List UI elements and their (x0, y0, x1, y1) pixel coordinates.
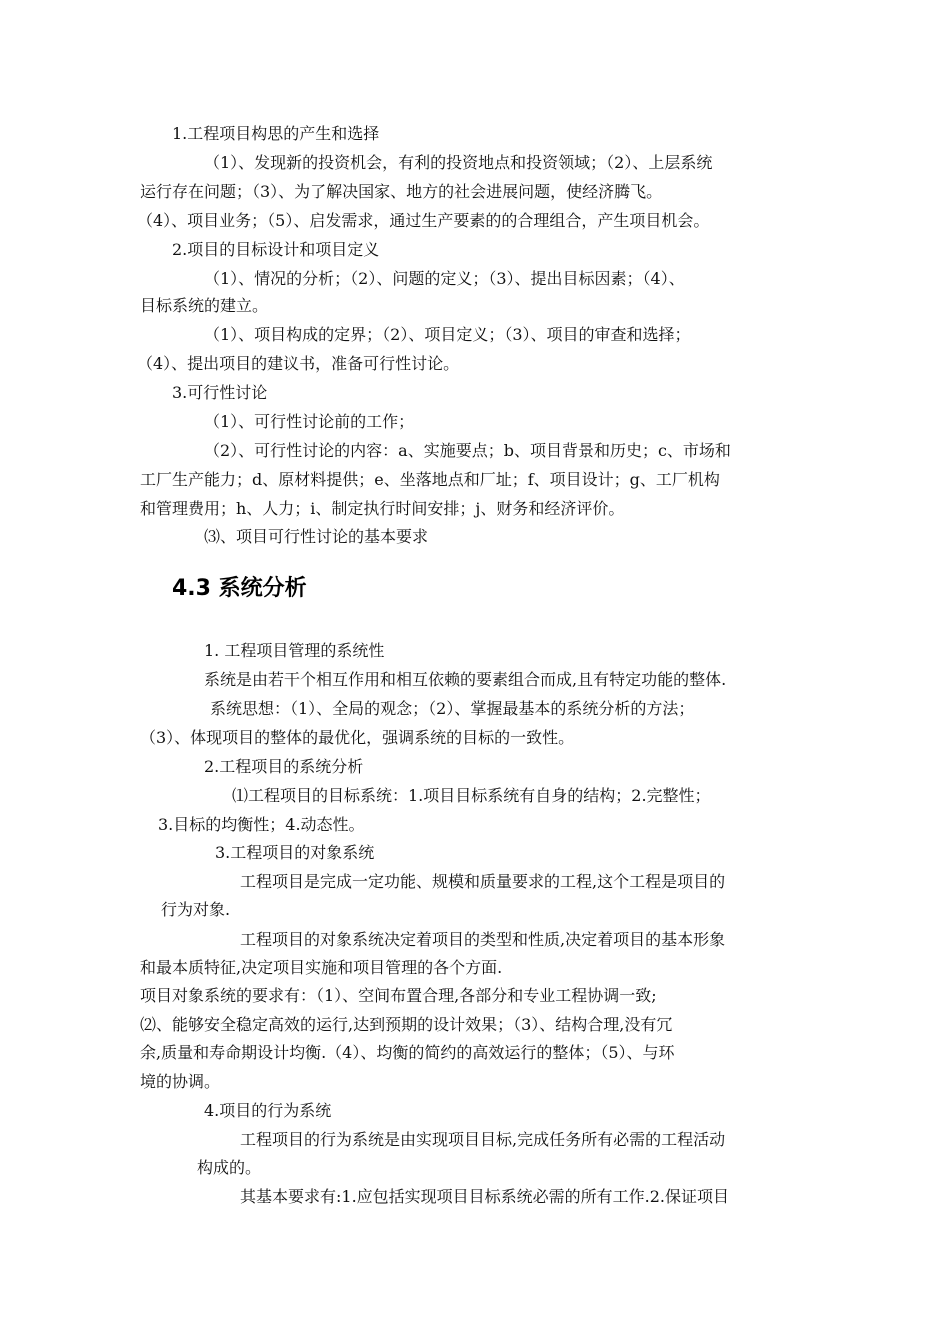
subheading-2: 2.项目的目标设计和项目定义 (172, 240, 380, 259)
paragraph-line: ⑴工程项目的目标系统：1.项目目标系统有自身的结构；2.完整性； (232, 786, 711, 805)
paragraph-line: 目标系统的建立。 (140, 296, 269, 315)
paragraph-line: 和最本质特征,决定项目实施和项目管理的各个方面. (140, 958, 503, 977)
subheading-6: 3.工程项目的对象系统 (215, 843, 375, 862)
paragraph-line: 运行存在问题；（3）、为了解决国家、地方的社会进展问题，使经济腾飞。 (140, 182, 663, 201)
paragraph-line: （4）、提出项目的建议书，准备可行性讨论。 (137, 354, 460, 373)
subheading-5: 2.工程项目的系统分析 (204, 757, 364, 776)
paragraph-line: ⑶、项目可行性讨论的基本要求 (204, 527, 429, 546)
paragraph-line: （1）、发现新的投资机会，有利的投资地点和投资领域；（2）、上层系统 (204, 153, 713, 172)
paragraph-line: （4）、项目业务；（5）、启发需求，通过生产要素的的合理组合，产生项目机会。 (137, 211, 710, 230)
subheading-7: 4.项目的行为系统 (204, 1101, 332, 1120)
paragraph-line: ⑵、能够安全稳定高效的运行,达到预期的设计效果；（3）、结构合理,没有冗 (140, 1015, 673, 1034)
paragraph-line: 系统思想：（1）、全局的观念；（2）、掌握最基本的系统分析的方法； (210, 699, 695, 718)
paragraph-line: （2）、可行性讨论的内容：a、实施要点；b、项目背景和历史；c、市场和 (204, 441, 731, 460)
paragraph-line: （3）、体现项目的整体的最优化，强调系统的目标的一致性。 (140, 728, 575, 747)
paragraph-line: 境的协调。 (140, 1072, 221, 1091)
paragraph-line: 余,质量和寿命期设计均衡.（4）、均衡的简约的高效运行的整体；（5）、与环 (140, 1043, 675, 1062)
section-heading: 4.3 系统分析 (172, 576, 307, 601)
paragraph-line: 构成的。 (197, 1158, 262, 1177)
paragraph-line: 工程项目的行为系统是由实现项目目标,完成任务所有必需的工程活动 (240, 1130, 726, 1149)
paragraph-line: 系统是由若干个相互作用和相互依赖的要素组合而成,且有特定功能的整体. (204, 670, 727, 689)
subheading-1: 1.工程项目构思的产生和选择 (172, 124, 380, 143)
paragraph-line: （1）、项目构成的定界；（2）、项目定义；（3）、项目的审查和选择； (204, 325, 691, 344)
paragraph-line: 其基本要求有:1.应包括实现项目目标系统必需的所有工作.2.保证项目 (240, 1187, 730, 1206)
paragraph-line: （1）、情况的分析；（2）、问题的定义；（3）、提出目标因素；（4）、 (204, 269, 685, 288)
paragraph-line: （1）、可行性讨论前的工作； (204, 412, 415, 431)
paragraph-line: 行为对象. (161, 900, 231, 919)
paragraph-line: 工程项目的对象系统决定着项目的类型和性质,决定着项目的基本形象 (240, 930, 726, 949)
subheading-4: 1. 工程项目管理的系统性 (204, 641, 385, 660)
paragraph-line: 项目对象系统的要求有：（1）、空间布置合理,各部分和专业工程协调一致; (140, 986, 657, 1005)
subheading-3: 3.可行性讨论 (172, 383, 268, 402)
paragraph-line: 工程项目是完成一定功能、规模和质量要求的工程,这个工程是项目的 (240, 872, 726, 891)
paragraph-line: 3.目标的均衡性；4.动态性。 (158, 815, 365, 834)
paragraph-line: 工厂生产能力；d、原材料提供；e、坐落地点和厂址；f、项目设计；g、工厂机构 (140, 470, 720, 489)
paragraph-line: 和管理费用；h、人力；i、制定执行时间安排；j、财务和经济评价。 (140, 499, 625, 518)
